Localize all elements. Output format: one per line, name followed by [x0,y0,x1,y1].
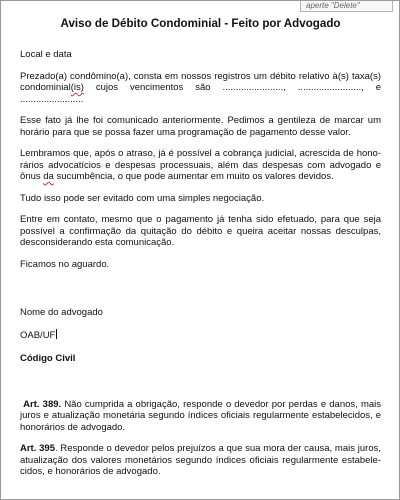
spellcheck-flagged-word[interactable]: da [43,171,54,182]
blank-space [20,375,381,399]
article-395-label: Art. 395 [20,443,55,454]
paragraph-aguardo: Ficamos no aguardo. [20,258,110,270]
paragraph-cobranca-end: sucumbência, o que pode aumentar em muito os valores devidos. [53,171,334,182]
article-389 [20,399,381,434]
paragraph-comunicado: Esse fato já lhe foi comunicado anteriormente. Pedimos a gentileza de marcar um horário para que se possa fazer uma programação de pagamento desse valor. [20,115,381,138]
blank-space [20,280,381,307]
nome-advogado: Nome do advogado [20,307,103,318]
article-389-label: Art. 389. [23,398,62,410]
document-body[interactable] [20,17,381,488]
article-389-text: Não cumprida a obrigação, responde o devedor por perdas e danos, mais juros e atualização monetária segundo índices oficiais regularmente estabelecidos, e honorários de advogado. [20,398,381,433]
local-e-data: Local e data [20,49,72,60]
spellcheck-flagged-word[interactable]: (is) [70,82,84,93]
oab-uf-line [20,329,381,342]
delete-hint-tooltip: aperte "Delete" [300,1,393,12]
article-395-text: . Responde o devedor pelos prejuízos a que sua mora der causa, mais juros, atualização dos valores monetários segundo índices oficiais regularmente estabele-cidos, e honorários de advogado. [20,443,381,477]
codigo-civil-heading: Código Civil [20,353,76,364]
paragraph-cobranca-start: Lembramos que, após o atraso, já é possível a cobrança judicial, acrescida de hono-rários advocatícios e despesas processuais, além das despesas com advogado e ônus [20,148,381,182]
paragraph-cobranca [20,148,381,183]
oab-uf-text: OAB/UF [20,329,56,341]
paragraph-negociacao: Tudo isso pode ser evitado com uma simples negociação. [20,192,265,204]
paragraph-debito-start: Prezado(a) condômino(a), consta em nossos registros um débito relativo à(s) taxa(s) condominial [20,70,381,93]
article-395 [20,443,381,478]
text-cursor [56,329,57,339]
paragraph-contato: Entre em contato, mesmo que o pagamento já tenha sido efetuado, para que seja possível a confirmação da quitação do débito e queira aceitar nossas desculpas, desconsiderando esta comunicação. [20,214,381,248]
paragraph-debito [20,71,381,106]
paragraph-debito-end: cujos vencimentos são ......................., ........................, e ........................ [20,82,381,105]
document-title: Aviso de Débito Condominial - Feito por Advogado [60,17,341,30]
